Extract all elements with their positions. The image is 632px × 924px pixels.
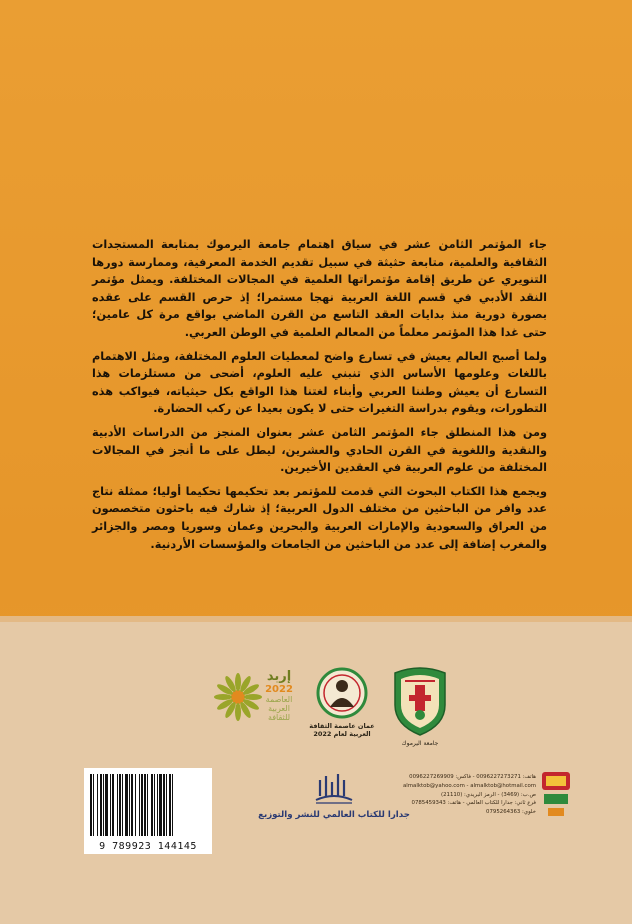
- publisher-contacts: [402, 773, 536, 817]
- barcode-bars: [84, 768, 212, 840]
- irbid-sun-icon: [212, 671, 264, 723]
- modern-books-world-logo: [540, 768, 572, 820]
- irbid-city: إربد: [266, 669, 292, 684]
- blurb-text: [92, 236, 547, 559]
- amman-caption: عمان عاصمة الثقافة العربية لعام 2022: [309, 722, 375, 738]
- yarmouk-university-logo: [389, 665, 451, 737]
- irbid-line-3: للثقافة: [267, 713, 291, 722]
- paragraph-2: ولما أصبح العالم يعيش في تسارع واضح لمعطيات العلوم المختلفة، ومثل الاهتمام باللغات وعلومها الأساس الذي تنبني عليه العلوم، أضحى من مستلزمات هذا التسارع أن يعيش وطننا العربي وأبناء لغتنا هذا الواقع بكل حيثياته، فيواكب هذه التطورات، ويقوم بدراسة التغيرات حتى لا يكون بعيدا عن ركب الحضارة.: [92, 349, 547, 416]
- amman-culture-capital-logo: [316, 667, 368, 719]
- contact-line: ص.ب: (3469) - الرمز البريدي: (21110): [440, 791, 536, 798]
- contact-line: هاتف: 0096227273271 - فاكس: 0096227269909: [409, 774, 536, 780]
- paragraph-4: ويجمع هذا الكتاب البحوث التي قدمت للمؤتمر بعد تحكيمها تحكيما أوليا؛ ممثلة نتاج عدد وافر من الباحثين من مختلف الدول العربية؛ إذ شارك فيه باحثون متخصصون من العراق والسعودية والإمارات العربية والبحرين وعمان وسوريا ومصر والجزائر والمغرب إضافة إلى عدد من الباحثين من الجامعات والمؤسسات الأردنية.: [92, 484, 547, 551]
- paragraph-3: ومن هذا المنطلق جاء المؤتمر الثامن عشر بعنوان المنجز من الدراسات الأدبية والنقدية واللغوية في القرن الحادي والعشرين، ليطل على ما أنجز في المجالات المختلفة من علوم العربية في العقدين الأخيرين.: [92, 425, 547, 475]
- contact-line: فرع ثاني: جدارا للكتاب العالمي - هاتف: 0785459343: [411, 800, 536, 807]
- paragraph-1: جاء المؤتمر الثامن عشر في سياق اهتمام جامعة اليرموك بمتابعة المستجدات الثقافية والعلمية، متابعة حثيثة في سبيل تقديم الخدمة المعرفية، وممارسة دورها التنويري عن طريق إقامة مؤتمراتها العلمية في المجالات المختلفة. ويمثل مؤتمر النقد الأدبي في قسم اللغة العربية نهجا مستمرا؛ إذ حرص القسم على عقده بصورة دورية منذ بدايات العقد التاسع من القرن الماضي بواقع مرة كل عامين؛ حتى غدا هذا المؤتمر معلماً من المعالم العلمية في الوطن العربي.: [92, 238, 547, 339]
- irbid-logo-text: [262, 669, 296, 722]
- publisher-logo: [312, 770, 356, 804]
- contact-line: خلوي: 0795264363: [486, 809, 536, 816]
- barcode: [84, 768, 212, 840]
- irbid-year: 2022: [265, 684, 293, 695]
- isbn-number: 9 789923 144145: [84, 840, 212, 854]
- yarmouk-caption: جامعة اليرموك: [401, 740, 439, 747]
- publisher-name: جدارا للكتاب العالمي للنشر والتوزيع: [258, 810, 410, 820]
- irbid-line-1: العاصمة: [265, 695, 293, 704]
- irbid-line-2: العربية: [268, 704, 290, 713]
- contact-line: almalktob@yahoo.com - almalktob@hotmail.com: [402, 782, 536, 789]
